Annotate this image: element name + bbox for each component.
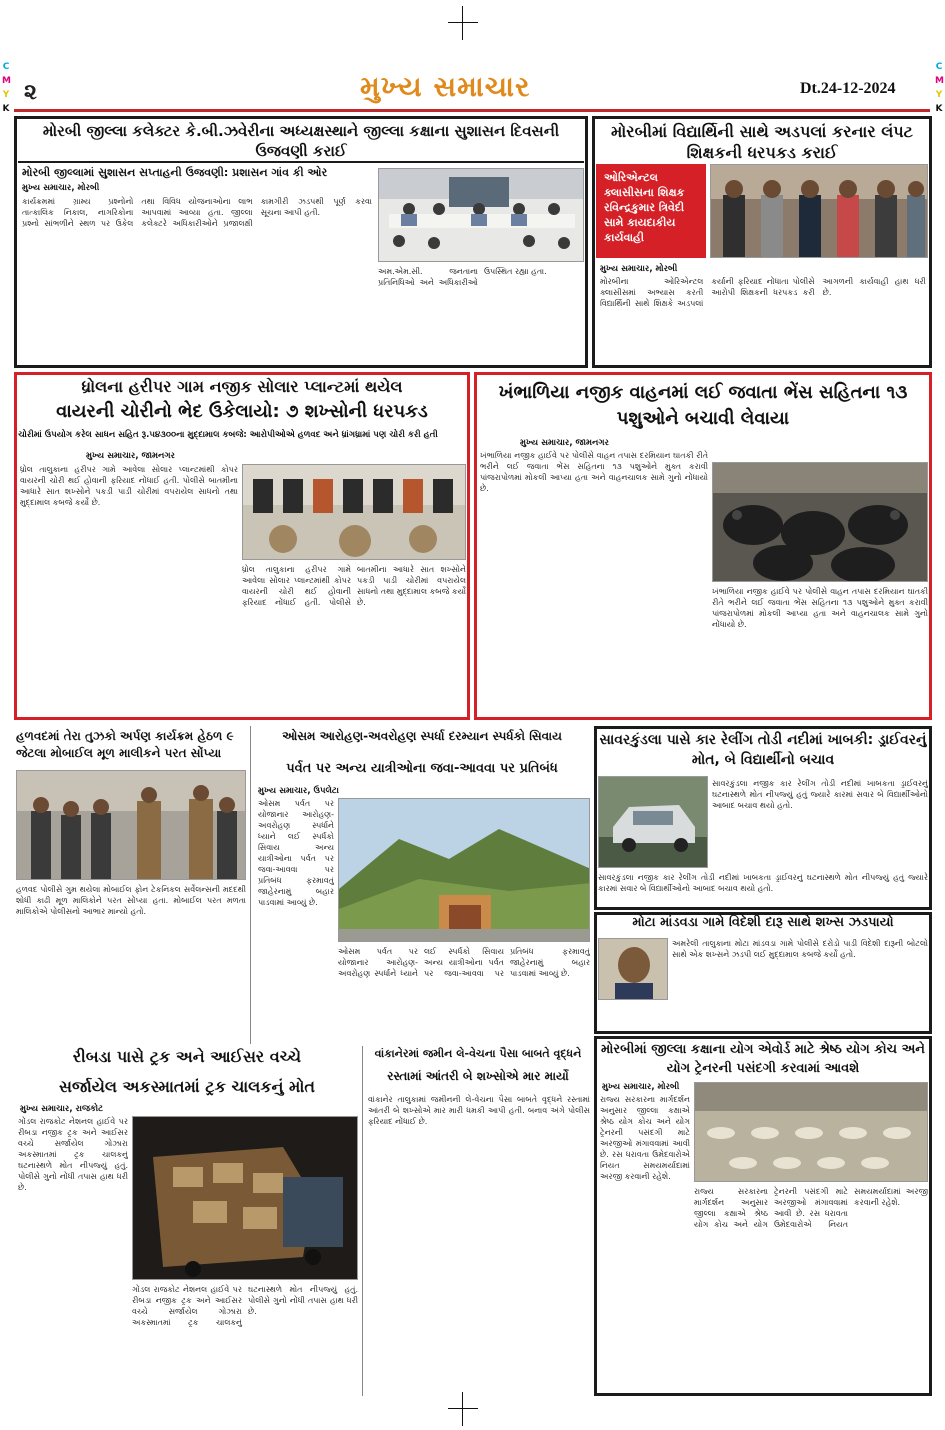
story-osam-ban-body: ઓસમ પર્વત પર યોજાનાર આરોહણ-અવરોહણ સ્પર્ધાને ધ્યાને લઈ સ્પર્ધકો સિવાય અન્ય યાત્રીઓના પર્વત પર જવા-આવવા પર પ્રતિબંધ ફરમાવતું જાહેરનામું બહાર પાડવામાં આવ્યું છે. — [258, 799, 334, 907]
accused-lineup-photo — [243, 465, 466, 560]
crop-mark-icon — [448, 1408, 478, 1409]
story-solar-theft-byline: મુખ્ય સમાચાર, જામનગર — [86, 451, 175, 461]
story-sushasan-headline: મોરબી જીલ્લા કલેક્ટર કે.બી.ઝવેરીના અધ્યક્ષસ્થાને જીલ્લા કક્ષાના સુશાસન દિવસની ઉજવણી કરાઈ — [42, 122, 560, 160]
story-mobile-return-photo — [16, 770, 246, 880]
story-car-river-body-2: સાવરકુંડલા નજીક કાર રેલીંગ તોડી નદીમાં ખાબકતા ડ્રાઈવરનું ઘટનાસ્થળે મોત નીપજ્યું હતું જ્યારે કારમાં સવાર બે વિદ્યાર્થીઓનો આબાદ બચાવ થયો હતો. — [598, 873, 928, 893]
story-solar-theft-headline-1: ધ્રોલના હરીપર ગામ નજીક સોલાર પ્લાન્ટમાં થયેલ — [81, 377, 403, 396]
story-liquor-seize-body: અમરેલી તાલુકાના મોટા માંડવડા ગામે પોલીસે દરોડો પાડી વિદેશી દારૂની બોટલો સાથે એક શખ્સને ઝડપી લઈ મુદ્દામાલ કબજે કર્યો હતો. — [672, 939, 928, 959]
column-divider — [362, 1046, 363, 1396]
yoga-session-photo — [695, 1083, 928, 1182]
divider — [18, 161, 584, 163]
story-sushasan-byline: મુખ્ય સમાચાર, મોરબી — [22, 183, 100, 193]
crop-mark-icon — [462, 1392, 463, 1426]
wrecked-car-photo — [599, 777, 708, 868]
story-teacher-arrest-headline: મોરબીમાં વિદ્યાર્થિની સાથે અડપલાં કરનાર લંપટ શિક્ષકની ધરપકડ કરાઈ — [611, 122, 913, 162]
cmyk-marks-right — [935, 60, 943, 116]
story-sushasan-photo — [378, 168, 584, 262]
story-truck-crash-body: ગોંડલ રાજકોટ નેશનલ હાઈવે પર રીબડા નજીક ટ્રક અને આઈસર વચ્ચે સર્જાયેલ ગોઝારા અકસ્માતમાં ટ્રક ચાલકનું ઘટનાસ્થળે મોત નીપજ્યું હતું. પોલીસે ગુનો નોંધી તપાસ હાથ ધરી છે. — [18, 1117, 128, 1192]
story-yoga-award-byline: મુખ્ય સમાચાર, મોરબી — [602, 1082, 680, 1092]
story-truck-crash-byline: મુખ્ય સમાચાર, રાજકોટ — [20, 1104, 104, 1114]
story-yoga-award-headline: મોરબીમાં જીલ્લા કક્ષાના યોગ એવોર્ડ માટે શ્રેષ્ઠ યોગ કોચ અને યોગ ટ્રેનરની પસંદગી કરવામાં આવશે — [601, 1042, 925, 1076]
accused-portrait-photo — [599, 939, 668, 1000]
crop-mark-icon — [448, 22, 478, 23]
story-solar-theft-headline-2: વાયરની ચોરીનો ભેદ ઉકેલાયો: ૭ શખ્સોની ધરપકડ — [56, 401, 428, 422]
page-number: ૨ — [24, 80, 37, 105]
truck-crash-photo — [133, 1117, 358, 1280]
cmyk-m: M — [935, 76, 944, 86]
story-liquor-seize-photo — [598, 938, 668, 1000]
story-liquor-seize-headline: મોટા માંડવડા ગામે વિદેશી દારૂ સાથે શખ્સ ઝડપાયો — [632, 915, 894, 930]
story-solar-theft-body: ધ્રોલ તાલુકાના હરીપર ગામે આવેલા સોલાર પ્લાન્ટમાંથી કોપર વાયરની ચોરી થઈ હોવાની ફરિયાદ નોંધાઈ હતી. પોલીસે બાતમીના આધારે સાત શખ્સોને પકડી પાડી ચોરીમાં વપરાયેલ સાધનો તથા મુદ્દામાલ કબજે કર્યો છે. — [20, 465, 238, 507]
story-truck-crash-body-2: ગોંડલ રાજકોટ નેશનલ હાઈવે પર રીબડા નજીક ટ્રક અને આઈસર વચ્ચે સર્જાયેલ ગોઝારા અકસ્માતમાં ટ્રક ચાલકનું ઘટનાસ્થળે મોત નીપજ્યું હતું. પોલીસે ગુનો નોંધી તપાસ હાથ ધરી છે. — [132, 1285, 358, 1327]
story-solar-theft-photo — [242, 464, 466, 560]
cmyk-c: C — [2, 62, 10, 72]
cmyk-y: Y — [935, 90, 943, 100]
meeting-photo — [379, 169, 584, 262]
story-cattle-rescue-headline: ખંભાળિયા નજીક વાહનમાં લઈ જવાતા ભેંસ સહિતના ૧૩ પશુઓને બચાવી લેવાયા — [498, 382, 908, 429]
cmyk-marks-left — [2, 60, 10, 116]
story-truck-crash-headline-2: સર્જાયેલ અકસ્માતમાં ટ્રક ચાલકનું મોત — [59, 1077, 315, 1096]
story-cattle-rescue-body: ખંભાળિયા નજીક હાઈવે પર પોલીસે વાહન તપાસ દરમિયાન ઘાતકી રીતે ભરીને લઈ જવાતા ભેંસ સહિતના ૧૩ પશુઓને મુક્ત કરાવી પાંજરાપોળમાં મોકલી આપ્યા હતા અને વાહનચાલક સામે ગુનો નોંધાયો છે. — [480, 451, 708, 493]
story-yoga-award-body: રાજ્ય સરકારના માર્ગદર્શન અનુસાર જીલ્લા કક્ષાએ શ્રેષ્ઠ યોગ કોચ અને યોગ ટ્રેનરની પસંદગી માટે અરજીઓ મંગાવવામાં આવી છે. રસ ધરાવતા ઉમેદવારોએ નિયત સમયમર્યાદામાં અરજી કરવાની રહેશે. — [600, 1095, 690, 1181]
story-yoga-award-body-2: રાજ્ય સરકારના માર્ગદર્શન અનુસાર જીલ્લા કક્ષાએ શ્રેષ્ઠ યોગ કોચ અને યોગ ટ્રેનરની પસંદગી માટે અરજીઓ મંગાવવામાં આવી છે. રસ ધરાવતા ઉમેદવારોએ નિયત સમયમર્યાદામાં અરજી કરવાની રહેશે. — [694, 1187, 928, 1229]
story-osam-ban-headline-2: પર્વત પર અન્ય યાત્રીઓના જવા-આવવા પર પ્રતિબંધ — [286, 761, 558, 776]
story-cattle-rescue-photo — [712, 462, 928, 582]
story-solar-theft-subhead: ચોરીમાં ઉપયોગ કરેલ સાધન સહિત રૂ.૫૪૩૦૦ના મુદ્દામાલ કબજે: આરોપીઓએ હળવદ અને ધ્રાંગધ્રામાં પણ ચોરી કરી હતી — [18, 430, 438, 440]
cmyk-m: M — [2, 76, 11, 86]
story-solar-theft-body-2: ધ્રોલ તાલુકાના હરીપર ગામે આવેલા સોલાર પ્લાન્ટમાંથી કોપર વાયરની ચોરી થઈ હોવાની ફરિયાદ નોંધાઈ હતી. પોલીસે બાતમીના આધારે સાત શખ્સોને પકડી પાડી ચોરીમાં વપરાયેલ સાધનો તથા મુદ્દામાલ કબજે કર્યો છે. — [242, 565, 466, 607]
cmyk-c: C — [935, 62, 943, 72]
story-car-river-photo — [598, 776, 708, 868]
story-truck-crash-headline-1: રીબડા પાસે ટ્રક અને આઈસર વચ્ચે — [72, 1047, 302, 1066]
story-osam-ban-body-2: ઓસમ પર્વત પર યોજાનાર આરોહણ-અવરોહણ સ્પર્ધાને ધ્યાને લઈ સ્પર્ધકો સિવાય અન્ય યાત્રીઓના પર્વત પર જવા-આવવા પર પ્રતિબંધ ફરમાવતું જાહેરનામું બહાર પાડવામાં આવ્યું છે. — [338, 947, 590, 978]
story-land-assault-headline-1: વાંકાનેરમાં જમીન લે-વેચના પૈસા બાબતે વૃદ્ધને — [374, 1047, 582, 1060]
story-sushasan-subhead: મોરબી જીલ્લામાં સુશાસન સપ્તાહની ઉજવણી: પ્રશાસન ગાંવ કી ઓર — [22, 166, 328, 179]
story-truck-crash-photo — [132, 1116, 358, 1280]
osam-hill-photo — [339, 799, 590, 942]
story-osam-ban-byline: મુખ્ય સમાચાર, ઉપલેટા — [258, 786, 339, 796]
cmyk-k: K — [2, 104, 10, 114]
story-osam-ban-photo — [338, 798, 590, 942]
story-car-river-headline: સાવરકુંડલા પાસે કાર રેલીંગ તોડી નદીમાં ખાબકી: ડ્રાઈવરનું મોત, બે વિદ્યાર્થીનો બચાવ — [599, 732, 927, 768]
arrest-photo — [711, 165, 928, 258]
story-mobile-return-headline: હળવદમાં તેરા તુઝકો અર્પણ કાર્યક્રમ હેઠળ ૯ જેટલા મોબાઈલ મૂળ માલીકને પરત સોંપ્યા — [16, 729, 234, 760]
story-yoga-award-photo — [694, 1082, 928, 1182]
story-teacher-arrest-tag: ઓરિએન્ટલ ક્લાસીસના શિક્ષક રવિન્દ્રકુમાર ત્રિવેદી સામે કાયદાકીય કાર્યવાહી — [596, 164, 706, 258]
story-sushasan-body: કાર્યક્રમમાં ગ્રામ્ય પ્રશ્નોનો તાત્કાલિક નિકાલ, નાગરિકોના પ્રશ્નો સાંભળીને સ્થળ પર ઉકેલ તથા વિવિધ યોજનાઓના લાભ આપવામાં આવ્યા હતા. જીલ્લા કલેક્ટરે અધિકારીઓને પ્રજાલક્ષી કામગીરી ઝડપથી પૂર્ણ કરવા સૂચના આપી હતી. — [22, 197, 372, 228]
story-land-assault-body: વાંકાનેર તાલુકામાં જમીનની લે-વેચના પૈસા બાબતે વૃદ્ધને રસ્તામાં આંતરી બે શખ્સોએ માર મારી ધમકી આપી હતી. બનાવ અંગે પોલીસ ફરિયાદ નોંધાઈ છે. — [368, 1095, 590, 1126]
story-teacher-arrest-photo — [710, 164, 928, 258]
police-handover-photo — [17, 771, 246, 880]
cmyk-k: K — [935, 104, 943, 114]
column-divider — [250, 726, 251, 1044]
story-car-river-body: સાવરકુંડલા નજીક કાર રેલીંગ તોડી નદીમાં ખાબકતા ડ્રાઈવરનું ઘટનાસ્થળે મોત નીપજ્યું હતું જ્યારે કારમાં સવાર બે વિદ્યાર્થીઓનો આબાદ બચાવ થયો હતો. — [712, 779, 928, 810]
story-cattle-rescue-byline: મુખ્ય સમાચાર, જામનગર — [520, 438, 609, 448]
story-land-assault-headline-2: રસ્તામાં આંતરી બે શખ્સોએ માર માર્યો — [387, 1069, 569, 1083]
story-mobile-return-body: હળવદ પોલીસે ગુમ થયેલા મોબાઈલ ફોન ટેકનિકલ સર્વેલન્સની મદદથી શોધી કાઢી મૂળ માલિકોને પરત સોંપ્યા હતા. મોબાઈલ પરત મળતા માલિકોએ પોલીસનો આભાર માન્યો હતો. — [16, 885, 246, 916]
issue-date: Dt.24-12-2024 — [800, 80, 896, 97]
crop-mark-icon — [462, 6, 463, 40]
story-teacher-arrest-body: મોરબીના ઓરિએન્ટલ ક્લાસીસમાં અભ્યાસ કરતી વિદ્યાર્થિની સાથે શિક્ષકે અડપલાં કર્યાની ફરિયાદ નોંધાતા પોલીસે આરોપી શિક્ષકની ધરપકડ કરી આગળની કાર્યવાહી હાથ ધરી છે. — [600, 277, 926, 308]
story-cattle-rescue-body-2: ખંભાળિયા નજીક હાઈવે પર પોલીસે વાહન તપાસ દરમિયાન ઘાતકી રીતે ભરીને લઈ જવાતા ભેંસ સહિતના ૧૩ પશુઓને મુક્ત કરાવી પાંજરાપોળમાં મોકલી આપ્યા હતા અને વાહનચાલક સામે ગુનો નોંધાયો છે. — [712, 587, 928, 629]
story-osam-ban-headline-1: ઓસમ આરોહણ-અવરોહણ સ્પર્ધા દરમ્યાન સ્પર્ધકો સિવાય — [282, 729, 562, 743]
buffalo-photo — [713, 463, 928, 582]
cmyk-y: Y — [2, 90, 10, 100]
section-title: મુખ્ય સમાચાર — [360, 70, 531, 103]
story-teacher-arrest-byline: મુખ્ય સમાચાર, મોરબી — [600, 264, 678, 274]
story-sushasan-caption: અમ.એમ.સી. જનતાના પ્રતિનિધિઓ અને અધિકારીઓ ઉપસ્થિત રહ્યા હતા. — [378, 267, 547, 287]
